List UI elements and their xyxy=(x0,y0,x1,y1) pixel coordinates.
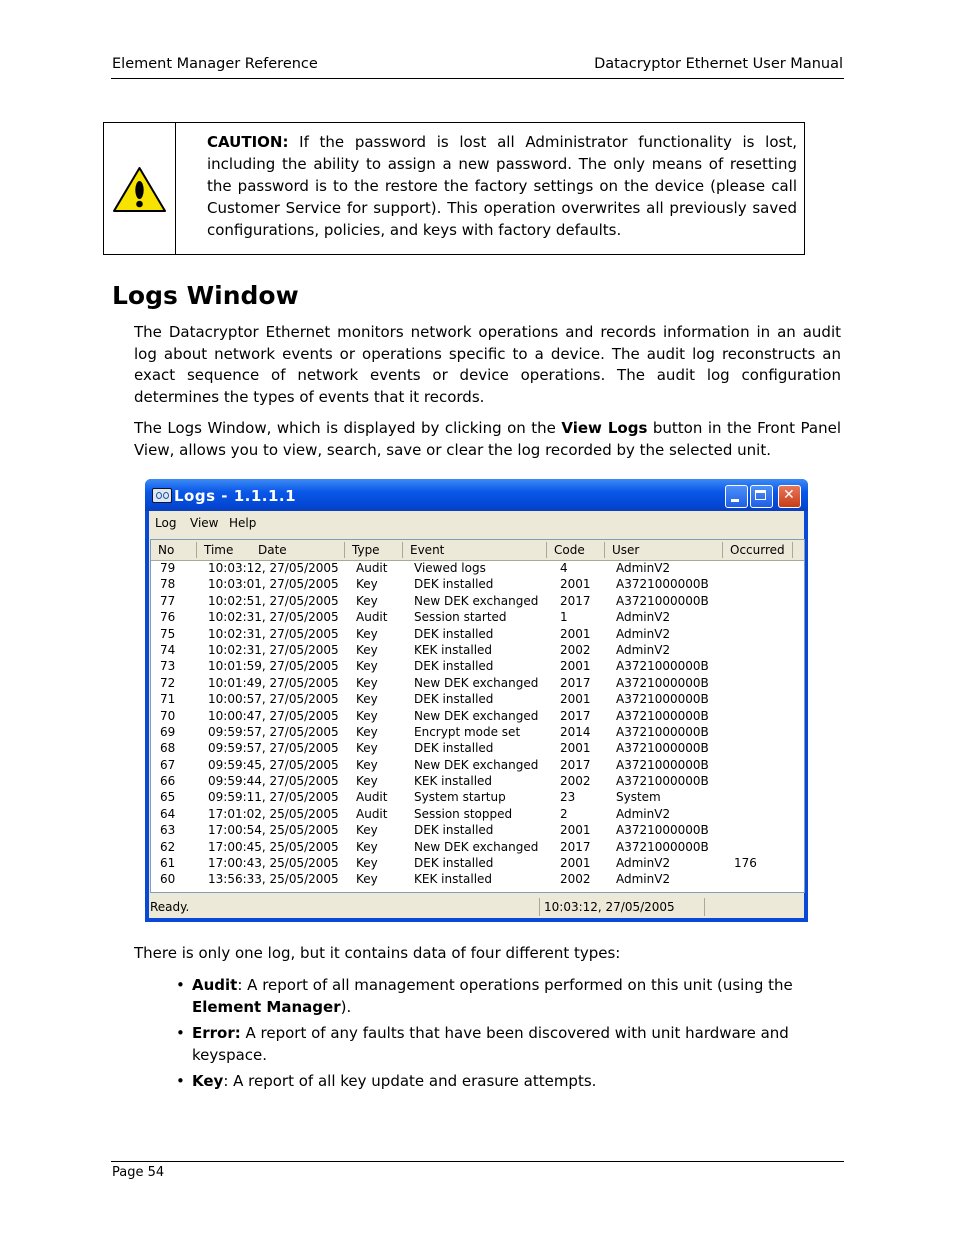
table-row[interactable] xyxy=(151,709,804,725)
table-cell: AdminV2 xyxy=(616,806,671,821)
table-cell: A3721000000B xyxy=(616,774,709,789)
table-cell: 70 xyxy=(160,708,176,723)
maximize-button[interactable] xyxy=(750,485,773,508)
table-cell: DEK installed xyxy=(414,626,494,641)
table-row[interactable] xyxy=(151,807,804,823)
menu-bar xyxy=(149,511,804,536)
table-cell: Key xyxy=(356,626,378,641)
table-cell: 75 xyxy=(160,626,176,641)
table-cell: Audit xyxy=(356,561,388,575)
table-cell: 10:02:51, 27/05/2005 xyxy=(208,593,339,608)
table-cell: 17:00:45, 25/05/2005 xyxy=(208,839,339,854)
table-cell: DEK installed xyxy=(414,856,494,871)
table-cell: 176 xyxy=(734,856,757,871)
table-cell: Key xyxy=(356,593,378,608)
table-cell: 78 xyxy=(160,577,176,592)
table-row[interactable] xyxy=(151,577,804,593)
bullet-term: Key xyxy=(192,1072,224,1090)
table-cell: Key xyxy=(356,724,378,739)
page-header xyxy=(111,56,844,79)
table-cell: 66 xyxy=(160,774,176,789)
table-cell: 10:02:31, 27/05/2005 xyxy=(208,642,339,657)
table-cell: 64 xyxy=(160,806,176,821)
table-cell: Key xyxy=(356,659,378,674)
table-cell: New DEK exchanged xyxy=(414,593,539,608)
table-cell: 65 xyxy=(160,790,176,805)
table-cell: System xyxy=(616,790,661,805)
table-cell: AdminV2 xyxy=(616,561,671,575)
table-cell: Viewed logs xyxy=(414,561,486,575)
table-cell: 17:00:43, 25/05/2005 xyxy=(208,856,339,871)
table-row[interactable] xyxy=(151,692,804,708)
table-cell: Session stopped xyxy=(414,806,513,821)
table-cell: DEK installed xyxy=(414,692,494,707)
bullet-key: • Key: A report of all key update and erasure attempts. xyxy=(176,1072,597,1090)
table-cell: AdminV2 xyxy=(616,872,671,887)
table-cell: Audit xyxy=(356,790,388,805)
table-cell: A3721000000B xyxy=(616,724,709,739)
table-cell: Key xyxy=(356,708,378,723)
table-cell: 17:01:02, 25/05/2005 xyxy=(208,806,339,821)
table-cell: 13:56:33, 25/05/2005 xyxy=(208,872,339,887)
table-row[interactable] xyxy=(151,561,804,577)
table-cell: 4 xyxy=(560,561,568,575)
table-cell: AdminV2 xyxy=(616,856,671,871)
table-cell: 09:59:57, 27/05/2005 xyxy=(208,724,339,739)
table-row[interactable] xyxy=(151,856,804,872)
table-cell: Key xyxy=(356,757,378,772)
table-cell: 10:01:59, 27/05/2005 xyxy=(208,659,339,674)
caution-body: If the password is lost all Administrator functionality is lost, including the ability to assign a new password. The only means of resetting the password is to the restore the factory settings on the device (please call Customer Service for support). This operation overwrites all previously saved configurations, policies, and keys with factory defaults. xyxy=(207,133,797,239)
table-cell: Key xyxy=(356,642,378,657)
table-cell: 2001 xyxy=(560,626,591,641)
table-cell: 60 xyxy=(160,872,176,887)
status-bar xyxy=(149,896,804,918)
table-cell: AdminV2 xyxy=(616,626,671,641)
table-cell: A3721000000B xyxy=(616,577,709,592)
table-cell: 72 xyxy=(160,675,176,690)
table-cell: 76 xyxy=(160,610,176,625)
table-cell: 10:02:31, 27/05/2005 xyxy=(208,626,339,641)
table-cell: 2001 xyxy=(560,823,591,838)
table-cell: 71 xyxy=(160,692,176,707)
table-row[interactable] xyxy=(151,823,804,839)
table-cell: New DEK exchanged xyxy=(414,708,539,723)
table-row[interactable] xyxy=(151,659,804,675)
table-cell: DEK installed xyxy=(414,659,494,674)
table-cell: 10:03:01, 27/05/2005 xyxy=(208,577,339,592)
bullet-audit: • Audit: A report of all management operations performed on this unit (using the Element Manager). xyxy=(176,976,793,1016)
table-row[interactable] xyxy=(151,872,804,888)
para2-b: button in the Front Panel View, allows you to view, search, save or clear the log recorded by the selected unit. xyxy=(134,419,841,459)
page-number: Page 54 xyxy=(112,1165,165,1180)
window-client xyxy=(149,511,804,918)
table-cell: 2017 xyxy=(560,757,591,772)
table-cell: 2001 xyxy=(560,577,591,592)
intro-paragraph: The Datacryptor Ethernet monitors network operations and records information in an audit log about network events or operations specific to a device. The audit log reconstructs an exact sequence of network events or device operations. The audit log configuration determines the types of events that it records. xyxy=(134,323,841,407)
table-cell: DEK installed xyxy=(414,577,494,592)
close-button[interactable] xyxy=(778,485,801,508)
table-cell: 2017 xyxy=(560,708,591,723)
element-manager-term: Element Manager xyxy=(192,998,341,1016)
column-header-row xyxy=(151,540,804,561)
table-row[interactable] xyxy=(151,610,804,626)
table-cell: A3721000000B xyxy=(616,757,709,772)
table-cell: A3721000000B xyxy=(616,692,709,707)
table-cell: 2014 xyxy=(560,724,591,739)
col-occurred[interactable]: Occurred xyxy=(730,543,785,557)
table-cell: 09:59:11, 27/05/2005 xyxy=(208,790,339,805)
table-cell: 63 xyxy=(160,823,176,838)
header-left: Element Manager Reference xyxy=(112,56,318,72)
table-cell: A3721000000B xyxy=(616,741,709,756)
log-list[interactable] xyxy=(150,539,805,893)
table-cell: 09:59:57, 27/05/2005 xyxy=(208,741,339,756)
table-cell: 2002 xyxy=(560,642,591,657)
table-row[interactable] xyxy=(151,774,804,790)
table-row[interactable] xyxy=(151,840,804,856)
col-date[interactable]: Date xyxy=(258,543,287,557)
table-cell: Key xyxy=(356,741,378,756)
table-cell: 10:00:47, 27/05/2005 xyxy=(208,708,339,723)
table-cell: 69 xyxy=(160,724,176,739)
app-icon xyxy=(152,488,172,503)
table-cell: 10:03:12, 27/05/2005 xyxy=(208,561,339,575)
table-cell: AdminV2 xyxy=(616,642,671,657)
table-cell: Audit xyxy=(356,806,388,821)
caution-label: CAUTION: xyxy=(207,133,289,151)
table-cell: DEK installed xyxy=(414,823,494,838)
table-cell: 79 xyxy=(160,561,176,575)
table-cell: 10:01:49, 27/05/2005 xyxy=(208,675,339,690)
types-paragraph: There is only one log, but it contains data of four different types: xyxy=(134,944,621,962)
menu-log[interactable]: Log xyxy=(155,516,177,530)
caution-icon-cell xyxy=(104,123,176,254)
table-cell: System startup xyxy=(414,790,506,805)
table-cell: 2017 xyxy=(560,675,591,690)
table-cell: 23 xyxy=(560,790,576,805)
menu-help[interactable]: Help xyxy=(229,516,257,530)
para2-a: The Logs Window, which is displayed by clicking on the xyxy=(134,419,562,437)
table-cell: Audit xyxy=(356,610,388,625)
table-row[interactable] xyxy=(151,643,804,659)
menu-view[interactable]: View xyxy=(190,516,219,530)
table-cell: 17:00:54, 25/05/2005 xyxy=(208,823,339,838)
table-cell: 61 xyxy=(160,856,176,871)
table-cell: KEK installed xyxy=(414,872,493,887)
col-event[interactable]: Event xyxy=(410,543,445,557)
table-cell: Key xyxy=(356,577,378,592)
table-cell: 67 xyxy=(160,757,176,772)
table-cell: A3721000000B xyxy=(616,708,709,723)
col-user[interactable]: User xyxy=(612,543,640,557)
col-no[interactable]: No xyxy=(158,543,175,557)
table-cell: Encrypt mode set xyxy=(414,724,521,739)
table-cell: Key xyxy=(356,774,378,789)
table-cell: Key xyxy=(356,839,378,854)
table-cell: 2017 xyxy=(560,593,591,608)
table-cell: AdminV2 xyxy=(616,610,671,625)
table-cell: 2002 xyxy=(560,774,591,789)
table-row[interactable] xyxy=(151,676,804,692)
table-cell: A3721000000B xyxy=(616,675,709,690)
table-cell: A3721000000B xyxy=(616,593,709,608)
col-time[interactable]: Time xyxy=(204,543,234,557)
table-row[interactable] xyxy=(151,725,804,741)
table-cell: DEK installed xyxy=(414,741,494,756)
table-cell: KEK installed xyxy=(414,642,493,657)
logs-window-paragraph xyxy=(134,418,841,461)
table-cell: A3721000000B xyxy=(616,659,709,674)
table-cell: Key xyxy=(356,692,378,707)
table-cell: 2002 xyxy=(560,872,591,887)
bullet-term: Audit xyxy=(192,976,238,994)
header-right: Datacryptor Ethernet User Manual xyxy=(594,56,843,72)
col-type[interactable]: Type xyxy=(352,543,380,557)
view-logs-term: View Logs xyxy=(561,419,648,437)
table-cell: 2017 xyxy=(560,839,591,854)
caution-text xyxy=(207,131,797,241)
table-cell: 2001 xyxy=(560,741,591,756)
section-title: Logs Window xyxy=(112,281,299,310)
table-cell: Key xyxy=(356,823,378,838)
table-cell: A3721000000B xyxy=(616,839,709,854)
table-cell: Session started xyxy=(414,610,507,625)
table-cell: 2001 xyxy=(560,659,591,674)
bullet-term: Error: xyxy=(192,1024,241,1042)
window-titlebar xyxy=(145,479,808,511)
col-code[interactable]: Code xyxy=(554,543,585,557)
table-cell: Key xyxy=(356,872,378,887)
table-cell: KEK installed xyxy=(414,774,493,789)
table-cell: 2001 xyxy=(560,692,591,707)
table-cell: New DEK exchanged xyxy=(414,839,539,854)
warning-icon xyxy=(112,166,167,214)
logs-window-screenshot xyxy=(145,479,808,922)
status-time: 10:03:12, 27/05/2005 xyxy=(544,900,675,914)
table-cell: 73 xyxy=(160,659,176,674)
table-cell: 62 xyxy=(160,839,176,854)
table-cell: Key xyxy=(356,856,378,871)
table-row[interactable] xyxy=(151,758,804,774)
log-rows xyxy=(151,561,804,889)
window-title: Logs - 1.1.1.1 xyxy=(174,487,297,505)
bullet-error: • Error: A report of any faults that have been discovered with unit hardware and keyspace. xyxy=(176,1024,789,1064)
table-cell: 2001 xyxy=(560,856,591,871)
table-cell: 68 xyxy=(160,741,176,756)
table-row[interactable] xyxy=(151,627,804,643)
table-row[interactable] xyxy=(151,790,804,806)
table-cell: 10:02:31, 27/05/2005 xyxy=(208,610,339,625)
table-cell: 74 xyxy=(160,642,176,657)
table-row[interactable] xyxy=(151,741,804,757)
table-cell: 09:59:45, 27/05/2005 xyxy=(208,757,339,772)
table-row[interactable] xyxy=(151,594,804,610)
table-cell: New DEK exchanged xyxy=(414,757,539,772)
table-cell: 1 xyxy=(560,610,568,625)
table-cell: 09:59:44, 27/05/2005 xyxy=(208,774,339,789)
table-cell: A3721000000B xyxy=(616,823,709,838)
minimize-button[interactable] xyxy=(725,485,748,508)
table-cell: 2 xyxy=(560,806,568,821)
table-cell: Key xyxy=(356,675,378,690)
status-text: Ready. xyxy=(150,900,190,914)
table-cell: 10:00:57, 27/05/2005 xyxy=(208,692,339,707)
caution-box xyxy=(103,122,805,255)
table-cell: 77 xyxy=(160,593,176,608)
table-cell: New DEK exchanged xyxy=(414,675,539,690)
page-footer xyxy=(111,1161,844,1180)
